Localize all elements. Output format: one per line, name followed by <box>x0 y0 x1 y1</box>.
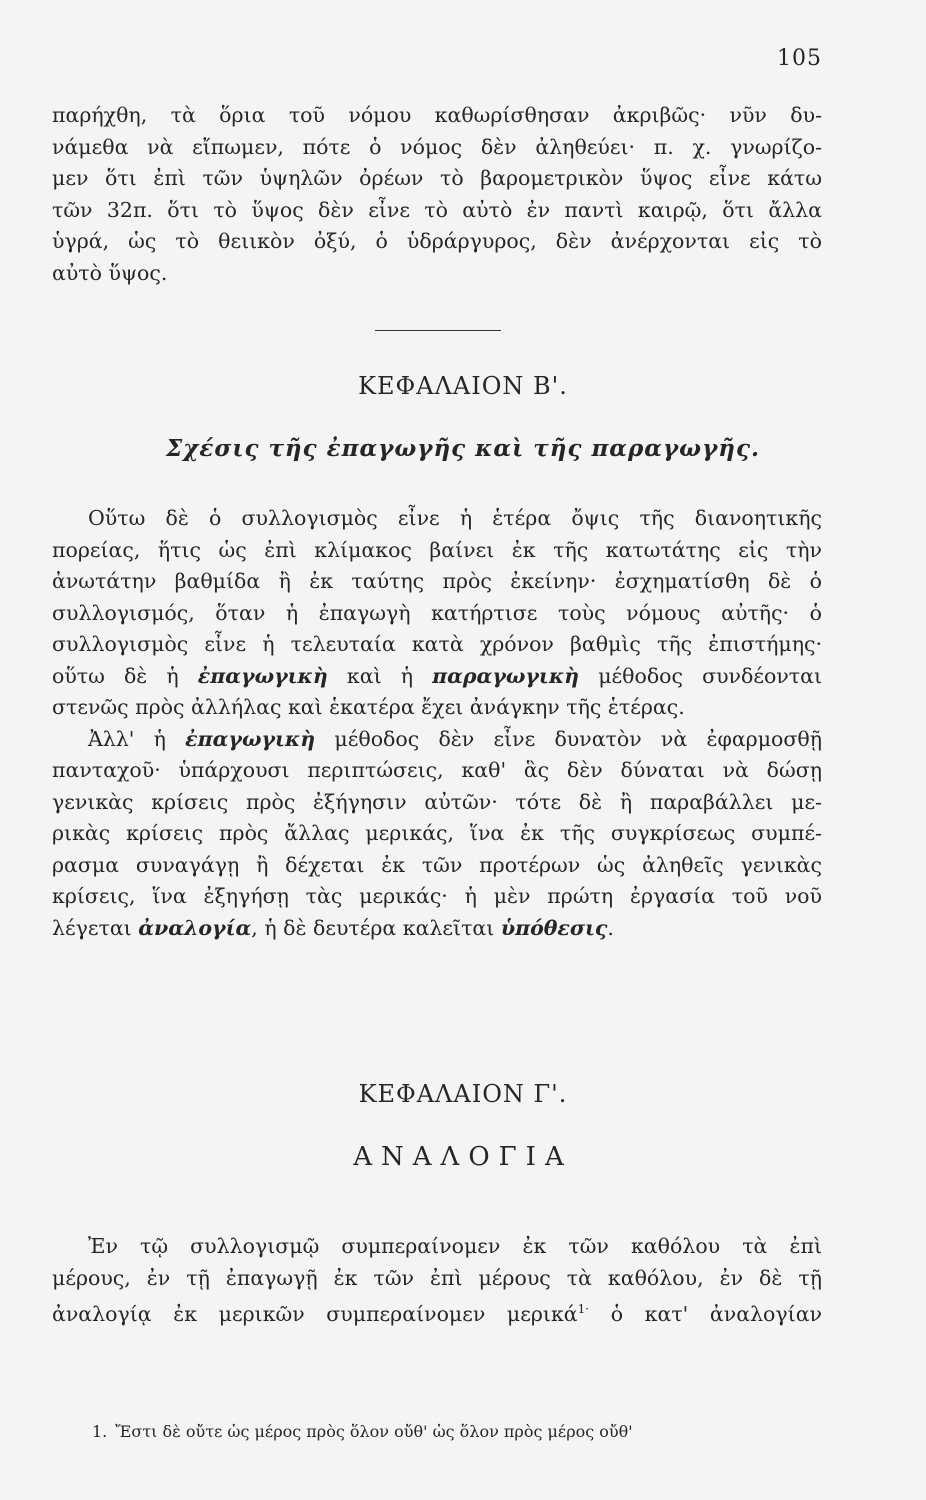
text-line: γενικὰς κρίσεις πρὸς ἐξήγησιν αὐτῶν· τότε δὲ ἢ παραβάλλει με- <box>52 789 822 814</box>
text-run: καὶ ἡ <box>327 663 433 688</box>
emphasis-term: ἀναλογία <box>138 915 252 940</box>
text-line: πορείας, ἥτις ὡς ἐπὶ κλίμακος βαίνει ἐκ τῆς κατωτάτης εἰς τὴν <box>52 537 822 562</box>
text-line: τῶν 32π. ὅτι τὸ ὕψος δὲν εἶνε τὸ αὐτὸ ἐν παντὶ καιρῷ, ὅτι ἄλλα <box>52 197 822 222</box>
text-line <box>52 661 822 693</box>
emphasis-term: ἐπαγωγικὴ <box>197 663 328 688</box>
text-line: νάμεθα νὰ εἴπωμεν, πότε ὁ νόμος δὲν ἀληθεύει· π. χ. γνωρίζο- <box>52 134 822 159</box>
text-line <box>52 1294 822 1326</box>
text-run: μέθοδος συνδέονται <box>579 663 822 688</box>
footnote <box>92 1422 822 1441</box>
emphasis-term: ὑπόθεσις <box>500 915 608 940</box>
text-run: ἀναλογίᾳ ἐκ μερικῶν συμπεραίνομεν μερικά <box>52 1301 578 1326</box>
text-line: Οὕτω δὲ ὁ συλλογισμὸς εἶνε ἡ ἑτέρα ὄψις τῆς διανοητικῆς <box>88 506 822 530</box>
text-line: ὑγρά, ὡς τὸ θειικὸν ὀξύ, ὁ ὑδράργυρος, δὲν ἀνέρχονται εἰς τὸ <box>52 229 822 253</box>
text-line <box>52 913 822 945</box>
text-line: παρήχθη, τὰ ὅρια τοῦ νόμου καθωρίσθησαν ἀκριβῶς· νῦν δυ- <box>52 103 822 127</box>
chapter-heading-b: ΚΕΦΑΛΑΙΟΝ Β'. <box>358 372 568 400</box>
text-line: στενῶς πρὸς ἀλλήλας καὶ ἑκατέρα ἔχει ἀνάγκην τῆς ἑτέρας. <box>52 695 685 719</box>
footnote-marker: 1· <box>577 1302 590 1316</box>
text-line: αὐτὸ ὕψος. <box>52 260 168 285</box>
footnote-number: 1. <box>92 1422 108 1441</box>
chapter-heading-g: ΚΕΦΑΛΑΙΟΝ Γ'. <box>358 1080 568 1108</box>
text-line: ἀνωτάτην βαθμίδα ἢ ἐκ ταύτης πρὸς ἐκείνην· ἐσχηματίσθη δὲ ὁ <box>52 569 822 593</box>
section-divider <box>375 330 501 331</box>
paragraph-analogy <box>52 1231 822 1326</box>
text-run: μέθοδος δὲν εἶνε δυνατὸν νὰ ἐφαρμοσθῇ <box>315 726 822 751</box>
text-line: ρασμα συναγάγῃ ἢ δέχεται ἐκ τῶν προτέρων ὡς ἀληθεῖς γενικὰς <box>52 852 822 877</box>
text-run: . <box>607 915 614 940</box>
text-line: κρίσεις, ἵνα ἐξηγήσῃ τὰς μερικάς· ἡ μὲν πρώτη ἐργασία τοῦ νοῦ <box>52 884 822 908</box>
text-line: συλλογισμὸς εἶνε ἡ τελευταία κατὰ χρόνον βαθμὶς τῆς ἐπιστήμης· <box>52 632 822 656</box>
page-number: 105 <box>777 46 822 71</box>
text-line: πανταχοῦ· ὑπάρχουσι περιπτώσεις, καθ' ἃς δὲν δύναται νὰ δώσῃ <box>52 758 822 782</box>
text-line: μεν ὅτι ἐπὶ τῶν ὑψηλῶν ὀρέων τὸ βαρομετρικὸν ὕψος εἶνε κάτω <box>52 166 822 190</box>
text-line <box>52 724 822 756</box>
text-line: Ἐν τῷ συλλογισμῷ συμπεραίνομεν ἐκ τῶν καθόλου τὰ ἐπὶ <box>88 1234 822 1258</box>
footnote-text: Ἔστι δὲ οὔτε ὡς μέρος πρὸς ὅλον οὔθ' ὡς ὅλον πρὸς μέρος οὔθ' <box>115 1422 633 1441</box>
text-run: ὁ κατ' ἀναλογίαν <box>589 1301 822 1326</box>
paragraph-continued <box>52 100 822 289</box>
chapter-title: ΑΝΑΛΟΓΙΑ <box>353 1142 573 1172</box>
text-line: συλλογισμός, ὅταν ἡ ἐπαγωγὴ κατήρτισε τοὺς νόμους αὐτῆς· ὁ <box>52 600 822 625</box>
emphasis-term: ἐπαγωγικὴ <box>185 726 316 751</box>
text-line: μέρους, ἐν τῇ ἐπαγωγῇ ἐκ τῶν ἐπὶ μέρους τὰ καθόλου, ἐν δὲ τῇ <box>52 1265 822 1290</box>
chapter-subtitle: Σχέσις τῆς ἐπαγωγῆς καὶ τῆς παραγωγῆς. <box>165 435 760 462</box>
text-line: ρικὰς κρίσεις πρὸς ἄλλας μερικάς, ἵνα ἐκ τῆς συγκρίσεως συμπέ- <box>52 821 822 845</box>
emphasis-term: παραγωγικὴ <box>432 663 580 688</box>
text-run: λέγεται <box>52 915 139 940</box>
text-run: οὕτω δὲ ἡ <box>52 663 198 688</box>
paragraph-induction-deduction <box>52 503 822 944</box>
text-run: , ἡ δὲ δευτέρα καλεῖται <box>251 915 501 940</box>
text-run: Ἀλλ' ἡ <box>88 726 186 751</box>
